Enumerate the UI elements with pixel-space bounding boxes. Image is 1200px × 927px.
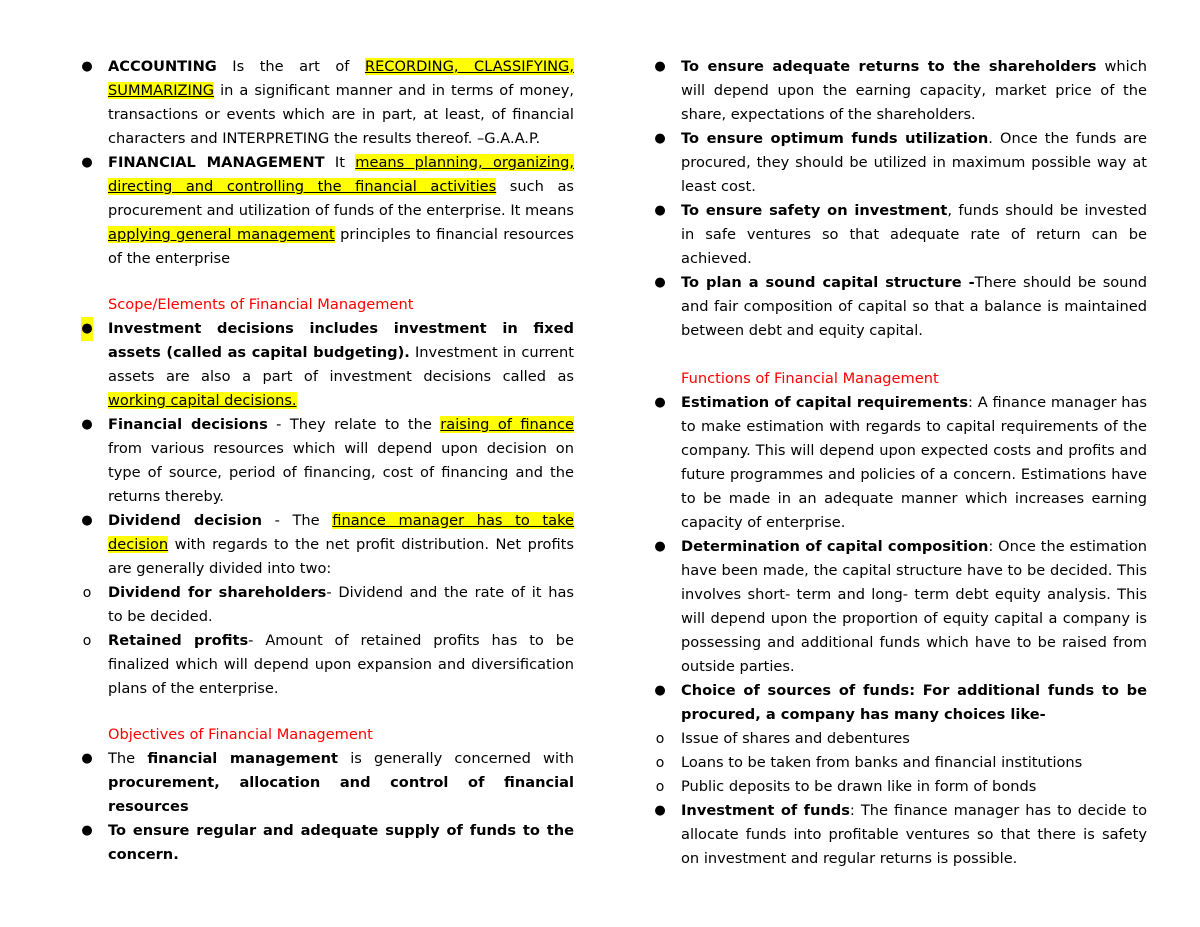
bullet-icon: ● [654,803,666,818]
objective-item: ● To plan a sound capital structure -There should be sound and fair composition of capital so that a balance is maintained between debt and equity capital. [681,271,1147,343]
bullet-icon: ● [81,317,93,341]
objective-item: ● To ensure safety on investment, funds should be invested in safe ventures so that adequate rate of return can be achieved. [681,199,1147,271]
bullet-icon: ● [81,823,93,838]
financial-decisions-item: ● Financial decisions - They relate to the raising of finance from various resources which will depend upon decision on type of source, period of financing, cost of financing and the returns thereby. [108,413,574,509]
scope-heading: Scope/Elements of Financial Management [108,296,414,313]
circle-bullet-icon: o [82,633,92,649]
objective-item: ● The financial management is generally concerned with procurement, allocation and control of financial resources [108,747,574,819]
circle-bullet-icon: o [655,731,665,747]
funds-source-subitem: o Issue of shares and debentures [681,727,1147,751]
objective-item: ● To ensure adequate returns to the shareholders which will depend upon the earning capacity, market price of the share, expectations of the shareholders. [681,55,1147,127]
functions-heading: Functions of Financial Management [681,370,939,387]
objective-item: ● To ensure regular and adequate supply of funds to the concern. [108,819,574,867]
circle-bullet-icon: o [655,755,665,771]
funds-source-subitem: o Loans to be taken from banks and financial institutions [681,751,1147,775]
right-column [654,55,1148,871]
function-item: ● Choice of sources of funds: For additional funds to be procured, a company has many choices like- [681,679,1147,727]
bullet-icon: ● [654,275,666,290]
circle-bullet-icon: o [655,779,665,795]
function-item: ● Determination of capital composition: Once the estimation have been made, the capital structure have to be decided. This involves short- term and long- term debt equity analysis. This will depend upon the proportion of equity capital a company is possessing and additional funds which have to be raised from outside parties. [681,535,1147,679]
objectives-heading: Objectives of Financial Management [108,726,373,743]
bullet-icon: ● [654,203,666,218]
bullet-icon: ● [81,513,93,528]
bullet-icon: ● [81,417,93,432]
bullet-icon: ● [654,395,666,410]
funds-source-subitem: o Public deposits to be drawn like in form of bonds [681,775,1147,799]
financial-management-definition: ● FINANCIAL MANAGEMENT It means planning, organizing, directing and controlling the financial activities such as procurement and utilization of funds of the enterprise. It means applying general management principles to financial resources of the enterprise [108,151,574,271]
bullet-icon: ● [654,683,666,698]
dividend-shareholders-subitem: o Dividend for shareholders- Dividend and the rate of it has to be decided. [108,581,574,629]
investment-decisions-item: ● Investment decisions includes investment in fixed assets (called as capital budgeting). Investment in current assets are also a part of investment decisions called as working capital decisions. [108,317,574,413]
bullet-icon: ● [81,155,93,170]
retained-profits-subitem: o Retained profits- Amount of retained profits has to be finalized which will depend upon expansion and diversification plans of the enterprise. [108,629,574,701]
bullet-icon: ● [654,131,666,146]
bullet-icon: ● [81,59,93,74]
bullet-icon: ● [654,59,666,74]
accounting-definition: ● ACCOUNTING Is the art of RECORDING, CLASSIFYING, SUMMARIZING in a significant manner and in terms of money, transactions or events which are in part, at least, of financial characters and INTERPRETING the results thereof. –G.A.A.P. [108,55,574,151]
bullet-icon: ● [654,539,666,554]
function-item: ● Estimation of capital requirements: A finance manager has to make estimation with regards to capital requirements of the company. This will depend upon expected costs and profits and future programmes and policies of a concern. Estimations have to be made in an adequate manner which increases earning capacity of enterprise. [681,391,1147,535]
objective-item: ● To ensure optimum funds utilization. Once the funds are procured, they should be utilized in maximum possible way at least cost. [681,127,1147,199]
left-column [81,55,575,867]
dividend-decision-item: ● Dividend decision - The finance manager has to take decision with regards to the net profit distribution. Net profits are generally divided into two: [108,509,574,581]
circle-bullet-icon: o [82,585,92,601]
bullet-icon: ● [81,751,93,766]
function-item: ● Investment of funds: The finance manager has to decide to allocate funds into profitable ventures so that there is safety on investment and regular returns is possible. [681,799,1147,871]
